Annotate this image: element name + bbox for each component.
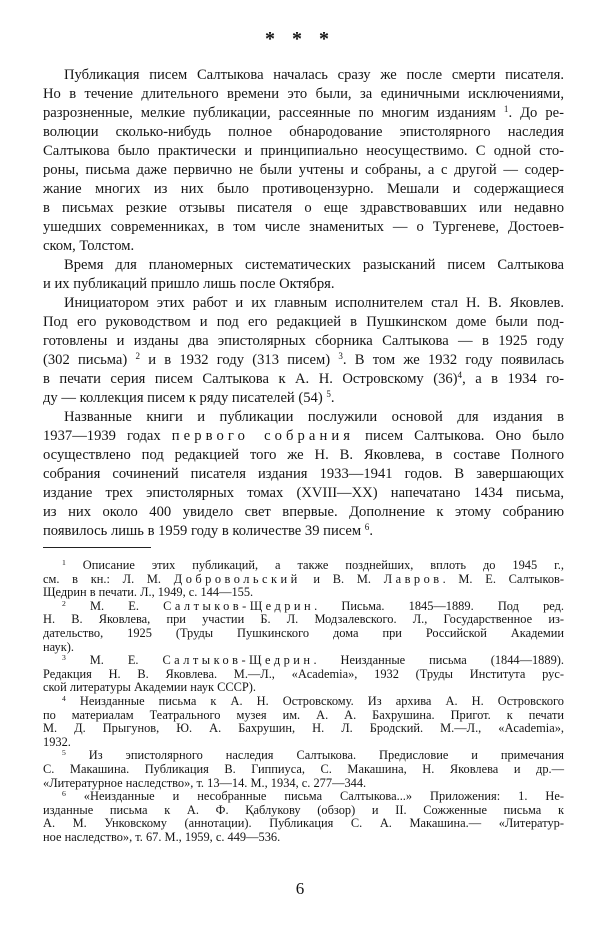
text-line (43, 522, 564, 541)
footnote-marker: 4 (457, 370, 463, 381)
footnote-line (43, 763, 564, 777)
text-line (43, 408, 564, 427)
text-line (43, 484, 564, 503)
text-line (43, 313, 564, 332)
footnote-line (43, 627, 564, 641)
footnote (43, 695, 564, 749)
footnotes (43, 559, 564, 844)
text-run: . М. Е. Салтыков- (442, 571, 565, 586)
paragraph (43, 66, 564, 256)
page-number: 6 (295, 879, 305, 898)
footnote-line (43, 817, 564, 831)
text-line (43, 123, 564, 142)
footnote-line (43, 613, 564, 627)
footnote-marker: 4 (62, 693, 66, 703)
footnote-line (43, 695, 564, 709)
footnote-line (43, 722, 564, 736)
text-run: роны, письма даже первично не были учтены и собраны, а с другой — содер- (43, 162, 564, 178)
text-run: разрозненные, мелкие публикации, рассеянные по многим изданиям (43, 105, 504, 121)
text-run: . (330, 390, 335, 406)
text-run: С. Макашина. Публикация В. Гиппиуса, С. Макашина, Н. Яковлева и др.— (43, 761, 564, 776)
text-run: ное наследство», т. 67. М., 1959, с. 449—536. (43, 829, 281, 844)
text-run: А. М. Унковскому (аннотации). Публикация С. А. Макашина.— «Литератур- (43, 816, 564, 831)
text-run: см. в кн.: Л. М. (43, 571, 174, 586)
footnote-marker: 2 (62, 598, 66, 608)
text-run: Инициатором этих работ и их главным исполнителем стал Н. В. Яковлев. (64, 295, 564, 311)
footnote-line (43, 573, 564, 587)
footnote-marker: 6 (364, 522, 370, 533)
text-run: . Письма. 1845—1889. Под ред. (314, 598, 565, 613)
footnote-line (43, 681, 564, 695)
paragraph (43, 408, 564, 541)
main-text (43, 66, 564, 541)
text-line (43, 446, 564, 465)
text-run: по материалам Театрального музея им. А. А. Бахрушина. Пригот. к печати (43, 707, 564, 722)
footnote-line (43, 709, 564, 723)
footnote (43, 790, 564, 844)
text-run: ской литературы Академии наук СССР). (43, 680, 256, 695)
section-separator: * * * (265, 28, 335, 50)
footnote-line (43, 586, 564, 600)
text-run: собрания сочинений писателя издания 1933—1941 годов. В завершающих (43, 466, 564, 482)
footnote-line (43, 559, 564, 573)
text-run: в печати серия писем Салтыкова к А. Н. Островскому (36) (43, 371, 458, 387)
footnote-marker: 6 (62, 788, 66, 798)
text-line (43, 104, 564, 123)
text-run: ушедших современниках, в том числе знаменитых — о Тургеневе, Достоев- (43, 219, 564, 235)
text-line (43, 218, 564, 237)
footnote-marker: 5 (326, 389, 331, 400)
text-run: наук). (43, 639, 74, 654)
text-run: и их публикаций пришло лишь после Октября. (43, 276, 335, 292)
text-run: М. Е. (65, 598, 164, 613)
text-run: Но в течение длительного времени это были, за единичными исключениями, (43, 86, 564, 102)
footnote-marker: 3 (338, 351, 343, 362)
text-run: Салтыкова было практически и принципиально неосуществимо. С одной сто- (43, 143, 564, 159)
text-run: М. Е. (65, 653, 163, 668)
footnote (43, 749, 564, 790)
text-run: писем Салтыкова. Оно было (354, 428, 564, 444)
text-line (43, 389, 564, 408)
text-run: изданные письма к А. Ф. Қаблукову (обзор) и II. Сожженные письма к (43, 802, 564, 817)
footnote (43, 559, 564, 600)
footnote-divider (43, 547, 151, 548)
text-run: Неизданные письма к А. Н. Островскому. Из архива А. Н. Островского (65, 693, 564, 708)
text-run: . В том же 1932 году появилась (342, 352, 564, 368)
text-run: 1937—1939 годах (43, 428, 172, 444)
footnote (43, 654, 564, 695)
footnote-marker: 5 (62, 748, 66, 758)
text-line (43, 256, 564, 275)
spaced-emphasis: первого собрания (171, 428, 355, 444)
text-line (43, 351, 564, 370)
text-line (43, 503, 564, 522)
text-line (43, 237, 564, 256)
text-run: и в 1932 году (313 писем) (139, 352, 339, 368)
spaced-emphasis: Салтыков-Щедрин (162, 653, 314, 668)
text-run: в письмах резкие отзывы писателя о еще здравствовавших или недавно (43, 200, 564, 216)
text-run: Из эпистолярного наследия Салтыкова. Предисловие и примечания (65, 748, 564, 763)
footnote-line (43, 668, 564, 682)
text-line (43, 465, 564, 484)
footnote-marker: 1 (503, 104, 509, 115)
footnote-line (43, 831, 564, 845)
footnote (43, 600, 564, 654)
text-line (43, 370, 564, 389)
spaced-emphasis: Добровольский (173, 571, 301, 586)
text-run: «Литературное наследство», т. 13—14. М., 1934, с. 277—344. (43, 775, 367, 790)
footnote-line (43, 790, 564, 804)
paragraph (43, 294, 564, 408)
text-run: . Неизданные письма (1844—1889). (313, 653, 564, 668)
text-run: (302 письма) (43, 352, 136, 368)
text-run: Редакция Н. В. Яковлева. М.—Л., «Academia», 1932 (Труды Института рус- (43, 666, 564, 681)
text-line (43, 332, 564, 351)
text-line (43, 199, 564, 218)
footnote-line (43, 804, 564, 818)
text-run: ском, Толстом. (43, 238, 135, 254)
text-run: ду — коллекция писем к ряду писателей (54) (43, 390, 327, 406)
spaced-emphasis: Салтыков-Щедрин (163, 598, 315, 613)
text-run: . До ре- (508, 105, 564, 121)
text-run: Время для планомерных систематических разысканий писем Салтыкова (64, 257, 564, 273)
text-run: Описание этих публикаций, а также позднейших, вплоть до 1945 г., (65, 558, 564, 572)
text-run: появилось лишь в 1959 году в количестве 39 писем (43, 523, 365, 539)
text-run: «Неизданные и несобранные письма Салтыкова...» Приложения: 1. Не- (65, 789, 564, 804)
paragraph (43, 256, 564, 294)
text-line (43, 294, 564, 313)
text-run: и В. М. (300, 571, 384, 586)
text-line (43, 142, 564, 161)
text-run: жание многих из них было противоцензурно. Мешали и содержащиеся (43, 181, 564, 197)
text-run: издание трех эпистолярных томах (XVIII—XX) напечатано 1434 письма, (43, 485, 564, 501)
footnote-marker: 2 (135, 351, 140, 362)
text-run: Публикация писем Салтыкова началась сразу же после смерти писателя. (64, 67, 564, 83)
text-line (43, 180, 564, 199)
footnote-line (43, 749, 564, 763)
text-run: Под его руководством и под его редакцией в Пушкинском доме были под- (43, 314, 564, 330)
footnote-line (43, 600, 564, 614)
text-line (43, 66, 564, 85)
text-run: готовлены и изданы два эпистолярных сборника Салтыкова — в 1925 году (43, 333, 564, 349)
text-line (43, 427, 564, 446)
text-line (43, 85, 564, 104)
text-run: Щедрин в печати. Л., 1949, с. 144—155. (43, 585, 254, 600)
footnote-line (43, 654, 564, 668)
text-run: М. Д. Прыгунов, Ю. А. Бахрушин, Н. Л. Бродский. М.—Л., «Academia», (43, 721, 564, 736)
text-run: волюции сколько-нибудь полное обнародование эпистолярного наследия (43, 124, 564, 140)
text-line (43, 161, 564, 180)
text-run: Названные книги и публикации послужили основой для издания в (64, 409, 564, 425)
text-run: 1932. (43, 734, 71, 749)
text-run: Н. В. Яковлева, при участии Б. Л. Модзалевского. Л., Государственное из- (43, 612, 564, 627)
text-run: из них около 400 увидело свет впервые. Дополнение к этому собранию (43, 504, 564, 520)
spaced-emphasis: Лавров (383, 571, 443, 586)
footnote-marker: 3 (62, 652, 66, 662)
text-run: . (369, 523, 373, 539)
footnote-marker: 1 (62, 557, 66, 567)
text-run: осуществлено под редакцией того же Н. В. Яковлева, в составе Полного (43, 447, 564, 463)
text-run: , а в 1934 го- (462, 371, 564, 387)
text-run: дательство, 1925 (Труды Пушкинского дома при Российской Академии (43, 625, 564, 640)
text-line (43, 275, 564, 294)
